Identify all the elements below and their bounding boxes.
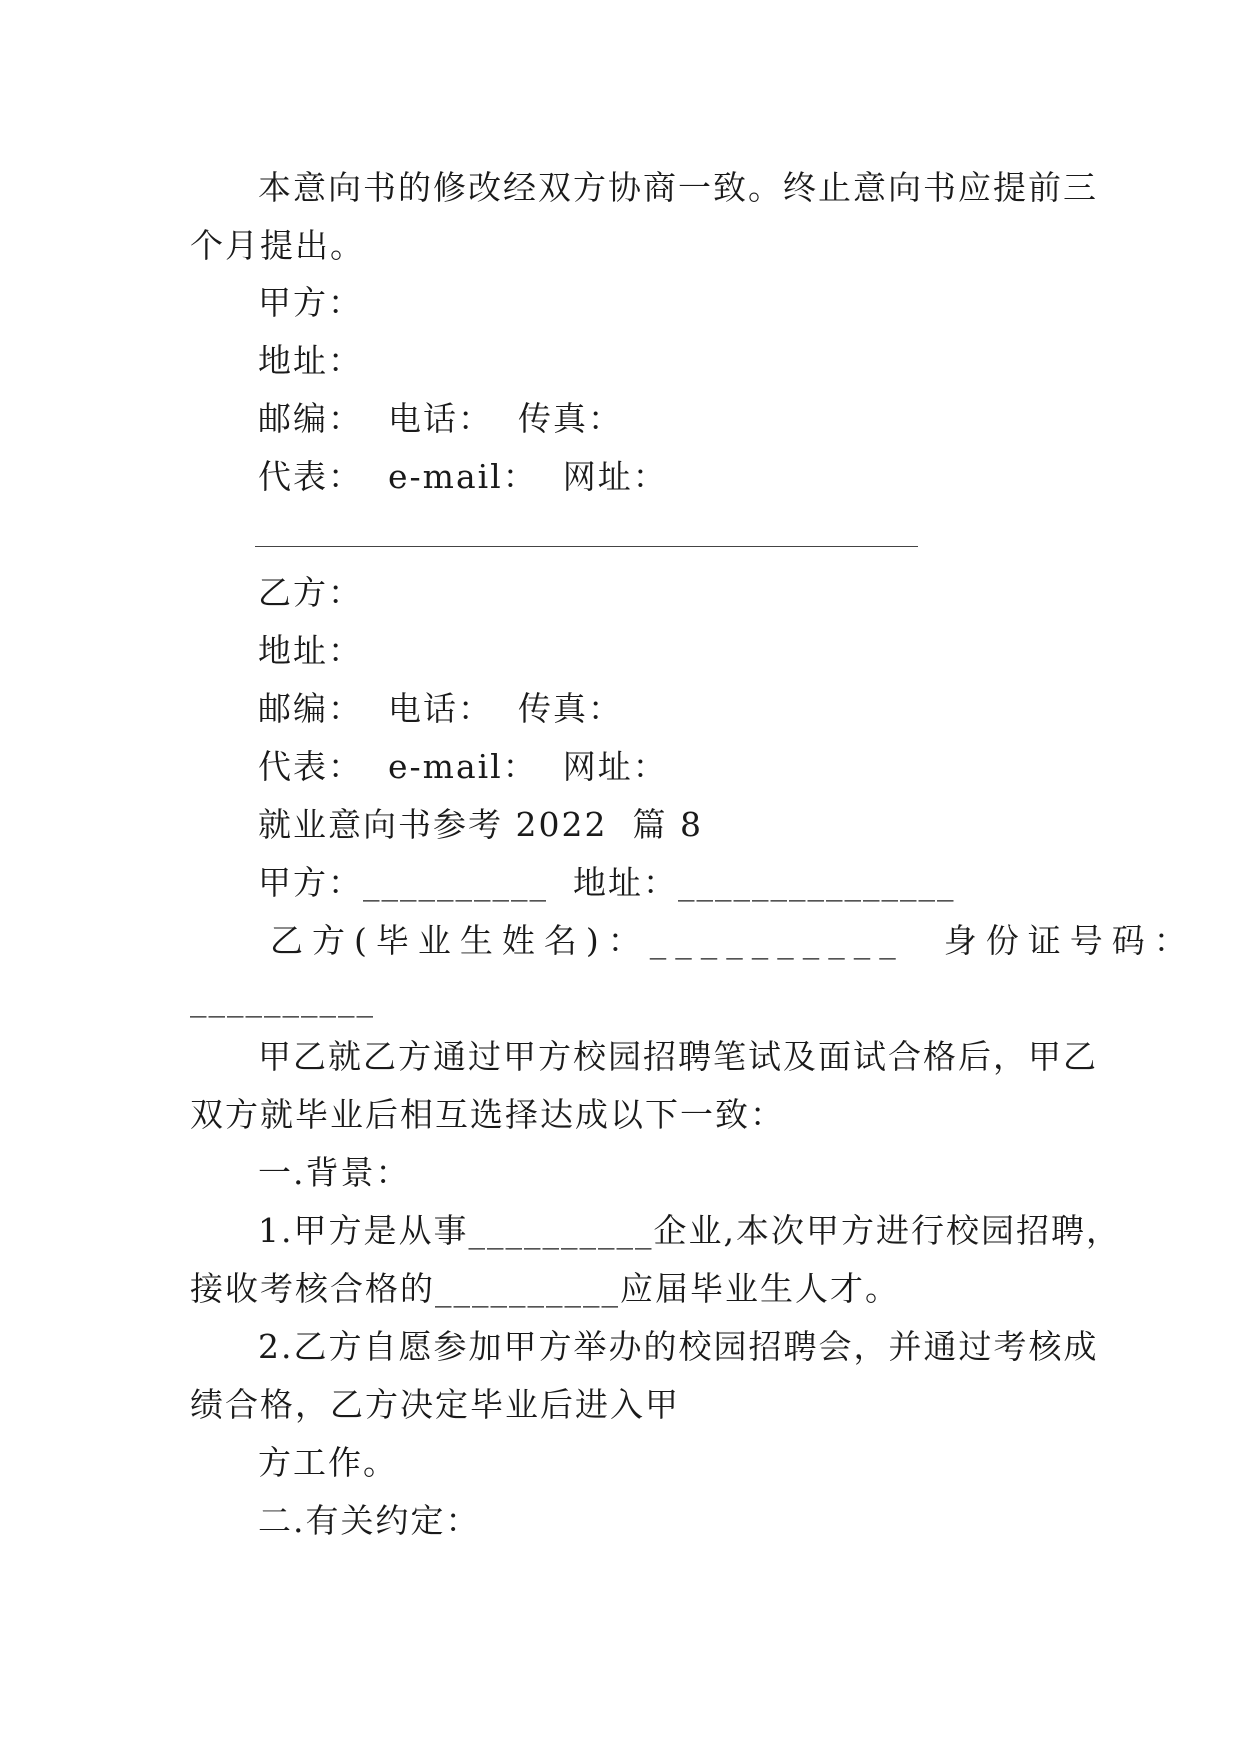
- paragraph-line: 双方就毕业后相互选择达成以下一致：: [190, 1095, 785, 1134]
- party-b-representative: 代表： e-mail： 网址：: [258, 747, 668, 786]
- party-a-label: 甲方：: [258, 283, 363, 322]
- party-b-fill-line: 乙方(毕业生姓名)：__________ 身份证号码：: [270, 921, 1196, 960]
- party-a-contact: 邮编： 电话： 传真：: [258, 399, 623, 438]
- divider-line: [255, 546, 918, 547]
- paragraph-line: 个月提出。: [190, 226, 365, 265]
- party-b-label: 乙方：: [258, 573, 363, 612]
- list-item-continuation: 方工作。: [258, 1443, 398, 1482]
- party-a-fill-line: 甲方：__________ 地址：_______________: [258, 863, 956, 902]
- party-a-representative: 代表： e-mail： 网址：: [258, 457, 668, 496]
- section-title-background: 一.背景：: [258, 1153, 411, 1192]
- list-item-continuation: 接收考核合格的__________应届毕业生人才。: [190, 1269, 900, 1308]
- list-item: 2.乙方自愿参加甲方举办的校园招聘会，并通过考核成: [258, 1327, 1099, 1366]
- id-number-blank: __________: [190, 979, 375, 1018]
- party-b-contact: 邮编： 电话： 传真：: [258, 689, 623, 728]
- section-title-agreements: 二.有关约定：: [258, 1501, 481, 1540]
- list-item-continuation: 绩合格，乙方决定毕业后进入甲: [190, 1385, 680, 1424]
- list-item: 1.甲方是从事__________企业,本次甲方进行校园招聘，: [258, 1211, 1121, 1250]
- paragraph-line: 本意向书的修改经双方协商一致。终止意向书应提前三: [258, 168, 1098, 207]
- party-b-address: 地址：: [258, 631, 363, 670]
- section-heading: 就业意向书参考 2022 篇 8: [258, 805, 703, 844]
- paragraph-line: 甲乙就乙方通过甲方校园招聘笔试及面试合格后，甲乙: [258, 1037, 1098, 1076]
- party-a-address: 地址：: [258, 341, 363, 380]
